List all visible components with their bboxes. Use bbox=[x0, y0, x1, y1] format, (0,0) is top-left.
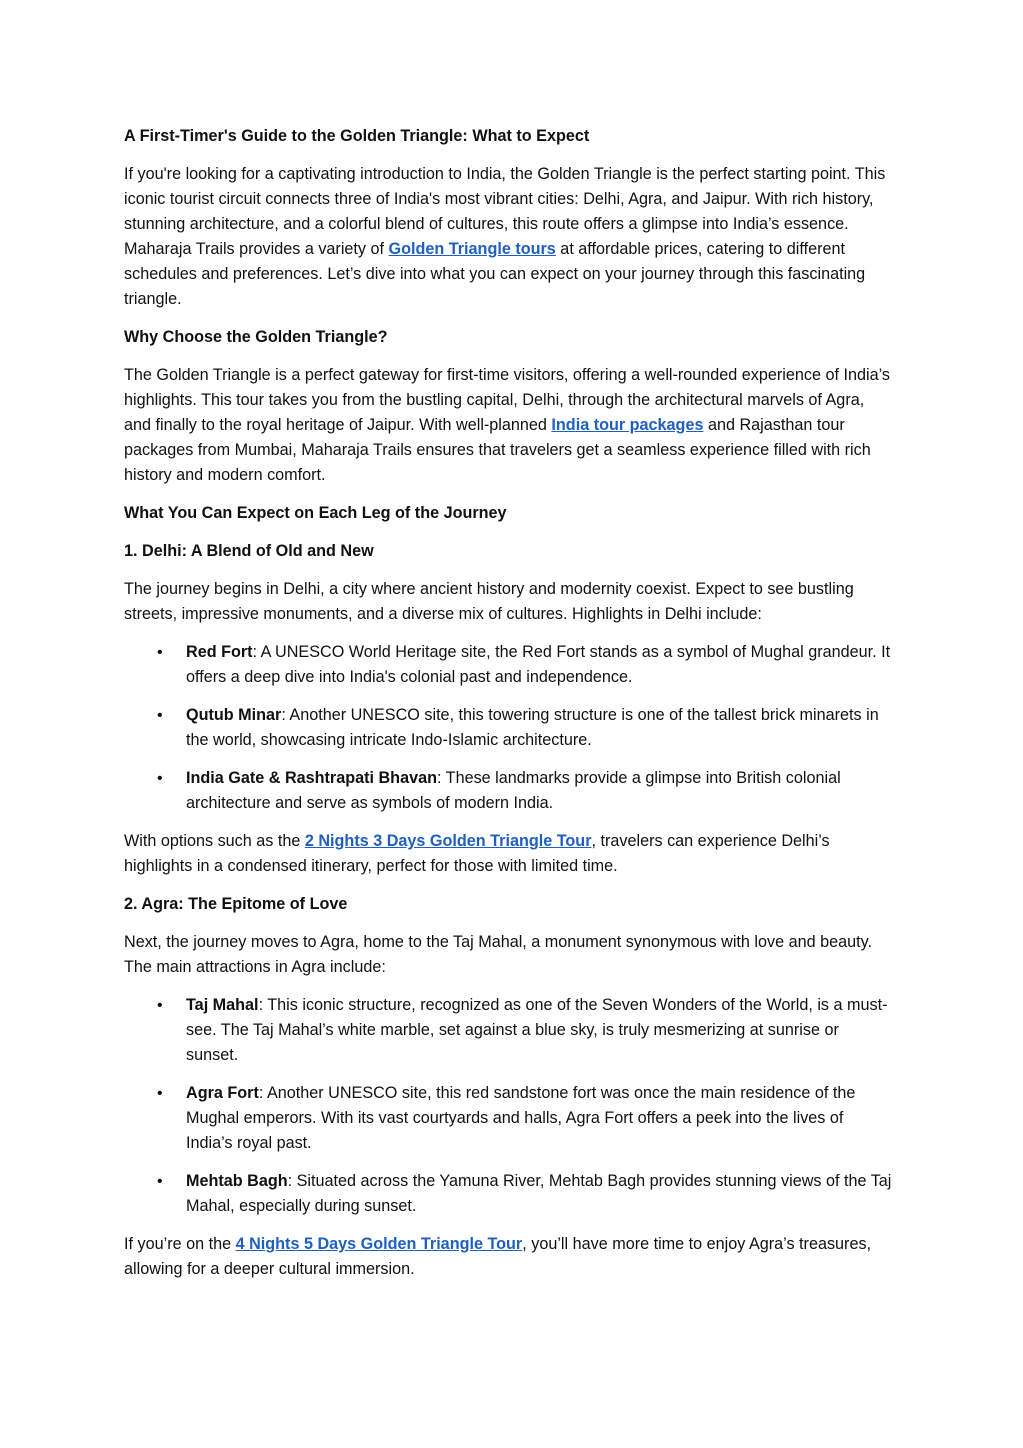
highlight-term: Taj Mahal bbox=[186, 996, 259, 1014]
list-item bbox=[124, 993, 894, 1068]
four-nights-tour-link[interactable]: 4 Nights 5 Days Golden Triangle Tour bbox=[235, 1235, 523, 1253]
agra-heading: 2. Agra: The Epitome of Love bbox=[124, 895, 348, 913]
list-item bbox=[124, 703, 894, 753]
highlight-text: : Another UNESCO site, this towering structure is one of the tallest brick minarets in the world, showcasing intricate Indo-Islamic architecture. bbox=[186, 706, 879, 749]
highlight-text: : These landmarks provide a glimpse into British colonial architecture and serve as symbols of modern India. bbox=[186, 769, 841, 812]
intro-text-after: at affordable prices, catering to different schedules and preferences. Let’s dive into what you can expect on your journey through this fascinating triangle. bbox=[124, 240, 866, 308]
bullet-icon: • bbox=[157, 707, 163, 724]
highlight-text: : Another UNESCO site, this red sandstone fort was once the main residence of the Mughal emperors. With its vast courtyards and halls, Agra Fort offers a peek into the lives of India’s royal past. bbox=[186, 1084, 856, 1152]
delhi-intro: The journey begins in Delhi, a city where ancient history and modernity coexist. Expect to see bustling streets, impressive monuments, and a diverse mix of cultures. Highlights in Delhi include: bbox=[124, 580, 854, 623]
list-item bbox=[124, 640, 894, 690]
expect-heading: What You Can Expect on Each Leg of the Journey bbox=[124, 504, 507, 522]
highlight-term: Qutub Minar bbox=[186, 706, 282, 724]
highlight-term: Red Fort bbox=[186, 643, 253, 661]
delhi-closing-after: , travelers can experience Delhi’s highlights in a condensed itinerary, perfect for those with limited time. bbox=[124, 832, 830, 875]
why-text-after: and Rajasthan tour packages from Mumbai, Maharaja Trails ensures that travelers get a seamless experience filled with rich history and modern comfort. bbox=[124, 416, 871, 484]
india-tour-packages-link[interactable]: India tour packages bbox=[551, 416, 704, 434]
bullet-icon: • bbox=[157, 644, 163, 661]
bullet-icon: • bbox=[157, 1173, 163, 1190]
why-text-before: The Golden Triangle is a perfect gateway for first-time visitors, offering a well-rounded experience of India’s highlights. This tour takes you from the bustling capital, Delhi, through the architectural marvels of Agra, and finally to the royal heritage of Jaipur. With well-planned bbox=[124, 366, 890, 434]
delhi-highlights-list bbox=[124, 640, 894, 816]
document-page bbox=[124, 124, 894, 1295]
highlight-text: : This iconic structure, recognized as one of the Seven Wonders of the World, is a must-see. The Taj Mahal’s white marble, set against a blue sky, is truly mesmerizing at sunrise or sunset. bbox=[186, 996, 888, 1064]
delhi-closing-before: With options such as the bbox=[124, 832, 305, 850]
delhi-heading: 1. Delhi: A Blend of Old and New bbox=[124, 542, 374, 560]
highlight-term: Mehtab Bagh bbox=[186, 1172, 288, 1190]
bullet-icon: • bbox=[157, 997, 163, 1014]
intro-text-before: If you're looking for a captivating introduction to India, the Golden Triangle is the perfect starting point. This iconic tourist circuit connects three of India's most vibrant cities: Delhi, Agra, and Jaipur. With rich history, stunning architecture, and a colorful blend of cultures, this route offers a glimpse into India’s essence. Maharaja Trails provides a variety of bbox=[124, 165, 886, 258]
golden-triangle-tours-link[interactable]: Golden Triangle tours bbox=[388, 240, 556, 258]
highlight-term: Agra Fort bbox=[186, 1084, 259, 1102]
intro-paragraph bbox=[124, 162, 894, 312]
agra-intro: Next, the journey moves to Agra, home to the Taj Mahal, a monument synonymous with love and beauty. The main attractions in Agra include: bbox=[124, 933, 873, 976]
list-item bbox=[124, 1169, 894, 1219]
highlight-text: : Situated across the Yamuna River, Mehtab Bagh provides stunning views of the Taj Mahal, especially during sunset. bbox=[186, 1172, 892, 1215]
document-title: A First-Timer's Guide to the Golden Triangle: What to Expect bbox=[124, 127, 590, 145]
agra-closing-before: If you’re on the bbox=[124, 1235, 236, 1253]
highlight-text: : A UNESCO World Heritage site, the Red Fort stands as a symbol of Mughal grandeur. It offers a deep dive into India's colonial past and independence. bbox=[186, 643, 891, 686]
list-item bbox=[124, 1081, 894, 1156]
bullet-icon: • bbox=[157, 770, 163, 787]
highlight-term: India Gate & Rashtrapati Bhavan bbox=[186, 769, 437, 787]
agra-closing-after: , you’ll have more time to enjoy Agra’s treasures, allowing for a deeper cultural immersion. bbox=[124, 1235, 872, 1278]
two-nights-tour-link[interactable]: 2 Nights 3 Days Golden Triangle Tour bbox=[304, 832, 592, 850]
agra-highlights-list bbox=[124, 993, 894, 1219]
list-item bbox=[124, 766, 894, 816]
delhi-closing bbox=[124, 829, 894, 879]
agra-closing bbox=[124, 1232, 894, 1282]
why-paragraph bbox=[124, 363, 894, 488]
bullet-icon: • bbox=[157, 1085, 163, 1102]
why-heading: Why Choose the Golden Triangle? bbox=[124, 328, 388, 346]
